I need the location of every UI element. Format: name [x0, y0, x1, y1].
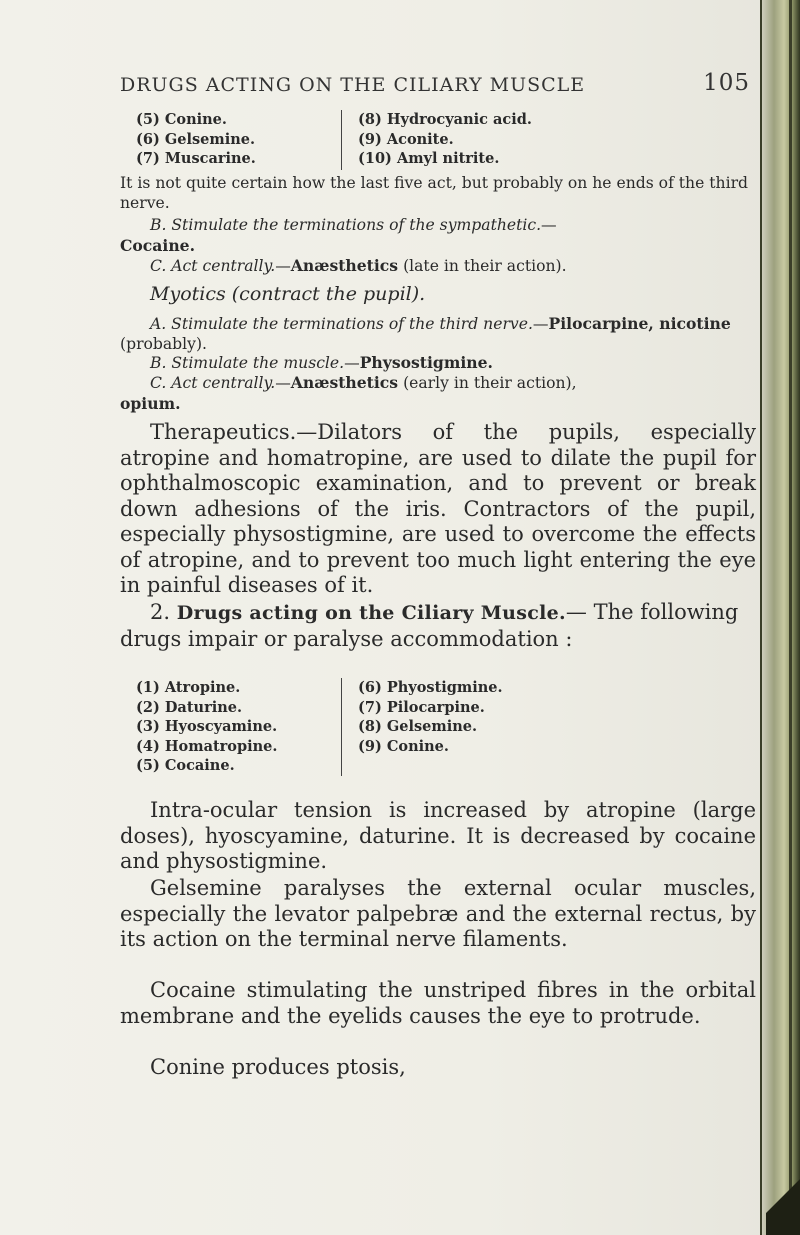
column-divider [341, 678, 342, 776]
item-note: (probably). [120, 334, 208, 353]
page-edge-line [789, 0, 792, 1235]
drug-name: Cocaine. [120, 235, 196, 255]
myotics-heading: Myotics (contract the pupil). [150, 283, 426, 305]
list-item: (8) Hydrocyanic acid. [358, 111, 532, 128]
section-number: 2. [150, 600, 171, 624]
list-item: (8) Gelsemine. [358, 718, 478, 735]
header-title: DRUGS ACTING ON THE CILIARY MUSCLE [120, 74, 586, 96]
drug-name: opium. [120, 393, 181, 413]
item-label: C. Act centrally. [150, 374, 276, 392]
paragraph: Gelsemine paralyses the external ocular muscles, especially the levator palpebræ and the external rectus, by its action on the terminal nerve filaments. [120, 876, 756, 951]
section-heading: Therapeutics. [150, 420, 297, 444]
list-item: (6) Gelsemine. [136, 130, 256, 148]
item-label: C. Act centrally. [150, 257, 276, 275]
item-label: A. Stimulate the terminations of the third nerve. [150, 315, 533, 333]
drug-name: Physostigmine. [359, 353, 493, 372]
list-item: (9) Aconite. [358, 130, 454, 148]
list-item: (5) Cocaine. [136, 757, 235, 774]
paragraph [120, 174, 760, 213]
therapeutics-paragraph [120, 420, 756, 599]
mydriatics-b: B. Stimulate the terminations of the sympathetic.— Cocaine. [120, 216, 557, 255]
section-heading: Drugs acting on the Ciliary Muscle. [176, 602, 566, 624]
list-item: (6) Phyostigmine. [358, 679, 503, 696]
drug-name: Anæsthetics [290, 373, 399, 392]
page-corner [766, 1175, 800, 1235]
paragraph: Cocaine stimulating the unstriped fibres in the orbital membrane and the eyelids causes the eye to protrude. [120, 978, 756, 1028]
column-divider [341, 110, 342, 170]
drug-list-2 [136, 678, 756, 788]
myotics-a: A. Stimulate the terminations of the third nerve.—Pilocarpine, nicotine (probably). [120, 314, 731, 353]
mydriatics-c: C. Act centrally.—Anæsthetics (late in their action). [120, 256, 760, 277]
drug-name: Anæsthetics [290, 256, 399, 275]
paragraph: Intra-ocular tension is increased by atropine (large doses), hyoscyamine, daturine. It is decreased by cocaine and physostigmine. [120, 798, 756, 873]
item-note: (early in their action), [403, 374, 577, 392]
page-edge-line [760, 0, 762, 1235]
item-label: B. Stimulate the muscle. [150, 354, 345, 372]
myotics-c: C. Act centrally.—Anæsthetics (early in their action), opium. [120, 373, 577, 413]
paragraph-text: — The following drugs impair or paralyse accommodation : [120, 600, 739, 651]
myotics-b: B. Stimulate the muscle.—Physostigmine. [120, 353, 760, 374]
list-item: (2) Daturine. [136, 698, 243, 716]
item-note: (late in their action). [403, 257, 567, 275]
list-item: (5) Conine. [136, 111, 227, 128]
list-item: (9) Conine. [358, 737, 449, 755]
list-item: (3) Hyoscyamine. [136, 718, 278, 735]
page-number: 105 [703, 70, 750, 96]
paragraph: Conine produces ptosis, [150, 1055, 406, 1079]
item-label: B. Stimulate the terminations of the sympathetic. [150, 216, 542, 234]
drug-name: Pilocarpine, nicotine [548, 314, 731, 333]
list-item: (10) Amyl nitrite. [358, 150, 500, 167]
paragraph-text: It is not quite certain how the last five act, but probably on he ends of the third nerve. [120, 174, 749, 212]
running-header [120, 70, 750, 104]
list-item: (4) Homatropine. [136, 737, 278, 755]
list-item: (7) Muscarine. [136, 150, 256, 167]
list-item: (7) Pilocarpine. [358, 698, 485, 716]
page-edge [760, 0, 800, 1235]
paragraph-text: —Dilators of the pupils, especially atropine and homatropine, are used to dilate the pupil for ophthalmoscopic examination, and to prevent or break down adhesions of the iris. Contractors of the pupil, especially physostigmine, are used to overcome the effects of atropine, and to prevent too much light entering the eye in painful diseases of it. [120, 420, 756, 597]
list-item: (1) Atropine. [136, 679, 241, 696]
section-2 [120, 600, 756, 652]
